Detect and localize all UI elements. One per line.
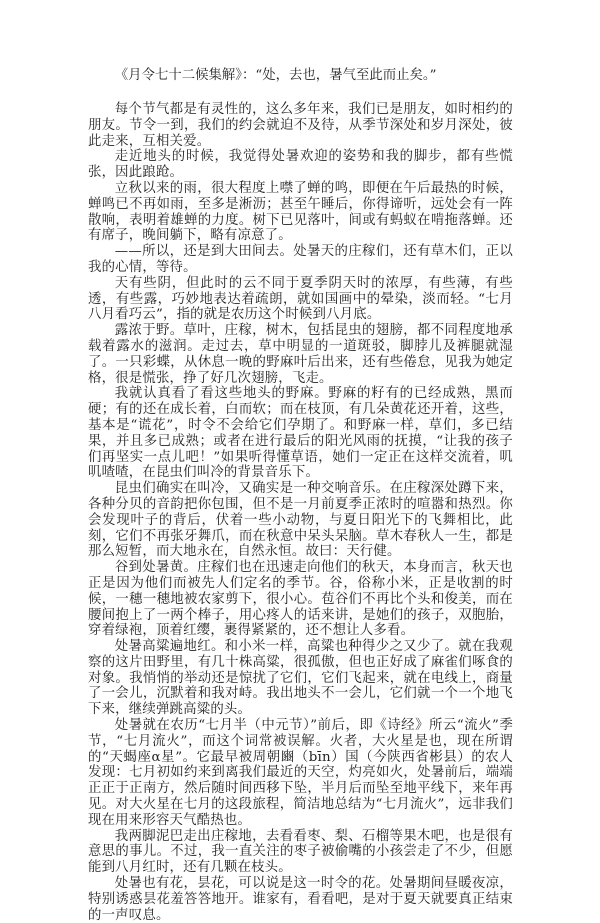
paragraph: 走近地头的时候，我觉得处暑欢迎的姿势和我的脚步，都有些慌张，因此踉跄。 xyxy=(88,149,513,181)
article-body xyxy=(88,102,513,923)
paragraph: 我两脚泥巴走出庄稼地，去看看枣、梨、石榴等果木吧，也是很有意思的事儿。不过，我一直关注的枣子被偷嘴的小孩尝走了不少，但愿能到八月红时，还有几颗在枝头。 xyxy=(88,828,513,876)
paragraph: 谷到处暑黄。庄稼们也在迅速走向他们的秋天，本身而言，秋天也正是因为他们而被先人们定名的季节。谷，俗称小米，正是收割的时候，一穗一穗地被农家剪下，很小心。苞谷们不再比个头和俊美，而在腰间抱上了一两个棒子，用心疼人的话来讲，是她们的孩子，双胞胎，穿着绿袍，顶着红缨，裹得紧紧的，还不想让人多看。 xyxy=(88,560,513,639)
paragraph: 处暑高粱遍地红。和小米一样，高粱也种得少之又少了。就在我观察的这片田野里，有几十株高粱，很孤傲，但也正好成了麻雀们啄食的对象。我悄悄的举动还是惊扰了它们，它们飞起来，就在电线上，商量了一会儿，沉默着和我对峙。我出地头不一会儿，它们就一个一个地飞下来，继续弹跳高粱的头。 xyxy=(88,639,513,718)
epigraph-quote: 《月令七十二候集解》：“处，去也，暑气至此而止矣。” xyxy=(114,68,437,83)
paragraph: 立秋以来的雨，很大程度上噤了蝉的鸣，即便在午后最热的时候，蝉鸣已不再如雨，至多是淅沥；甚至午睡后，你得谛听，远处会有一阵散响，表明着雄蝉的力度。树下已见落叶，间或有蚂蚁在啃拖落蝉。还有席子，晚间躺下，略有凉意了。 xyxy=(88,180,513,244)
paragraph: 天有些阴，但此时的云不同于夏季阴天时的浓厚，有些薄，有些透，有些露，巧妙地表达着疏朗，就如国画中的晕染，淡而轻。“七月八月看巧云”，指的就是农历这个时候到八月底。 xyxy=(88,275,513,323)
paragraph: 露浓于野。草叶，庄稼，树木，包括昆虫的翅膀，都不同程度地承载着露水的滋润。走过去，草中明显的一道斑驳，脚脖儿及裤腿就湿了。一只彩蝶，从休息一晚的野麻叶后出来，还有些倦怠，见我为她定格，很是慌张，挣了好几次翅膀，飞走。 xyxy=(88,323,513,386)
paragraph: 处暑就在农历“七月半（中元节）”前后，即《诗经》所云“流火”季节，“七月流火”，而这个词常被误解。火者，大火星是也，现在所谓的“天蝎座α星”。它最早被周朝豳（bīn）国（今陕西省彬县）的农人发现：七月初如约来到离我们最近的天空，灼亮如火，处暑前后，端端正正于正南方，然后随时间西移下坠，半月后而坠至地平线下，来年再见。对大火星在七月的这段旅程，简洁地总结为“七月流火”，远非我们现在用来形容天气酷热也。 xyxy=(88,718,513,828)
document-page xyxy=(88,68,513,923)
paragraph: ——所以，还是到大田间去。处暑天的庄稼们，还有草木们，正以我的心情，等待。 xyxy=(88,244,513,275)
paragraph: 我就认真看了看这些地头的野麻。野麻的籽有的已经成熟，黑而硬；有的还在成长着，白而软；而在枝顶，有几朵黄花还开着，这些，基本是“谎花”，时令不会给它们孕期了。和野麻一样，草们，多已结果，并且多已成熟；或者在进行最后的阳光风雨的抚摸，“让我的孩子们再坚实一点儿吧！”如果听得懂草语，她们一定正在这样交流着，叽叽喳喳，在昆虫们叫冷的背景音乐下。 xyxy=(88,386,513,481)
paragraph: 昆虫们确实在叫冷，又确实是一种交响音乐。在庄稼深处蹲下来，各种分贝的音韵把你包围，但不是一月前夏季正浓时的喧嚣和热烈。你会发现叶子的背后，伏着一些小动物，与夏日阳光下的飞舞相比，此刻，它们不再张牙舞爪，而在秋意中呆头呆脑。草木春秋人一生，都是那么短暂，而大地永在，自然永恒。故曰：天行健。 xyxy=(88,481,513,560)
paragraph: 处暑也有花，昙花，可以说是这一时令的花。处暑期间昼暖夜凉，特别诱惑昙花羞答答地开。谁家有，看看吧，是对于夏天就要真正结束的一声叹息。 xyxy=(88,876,513,923)
paragraph: 每个节气都是有灵性的，这么多年来，我们已是朋友，如时相约的朋友。节令一到，我们的约会就迫不及待，从季节深处和岁月深处，彼此走来，互相关爱。 xyxy=(88,102,513,149)
